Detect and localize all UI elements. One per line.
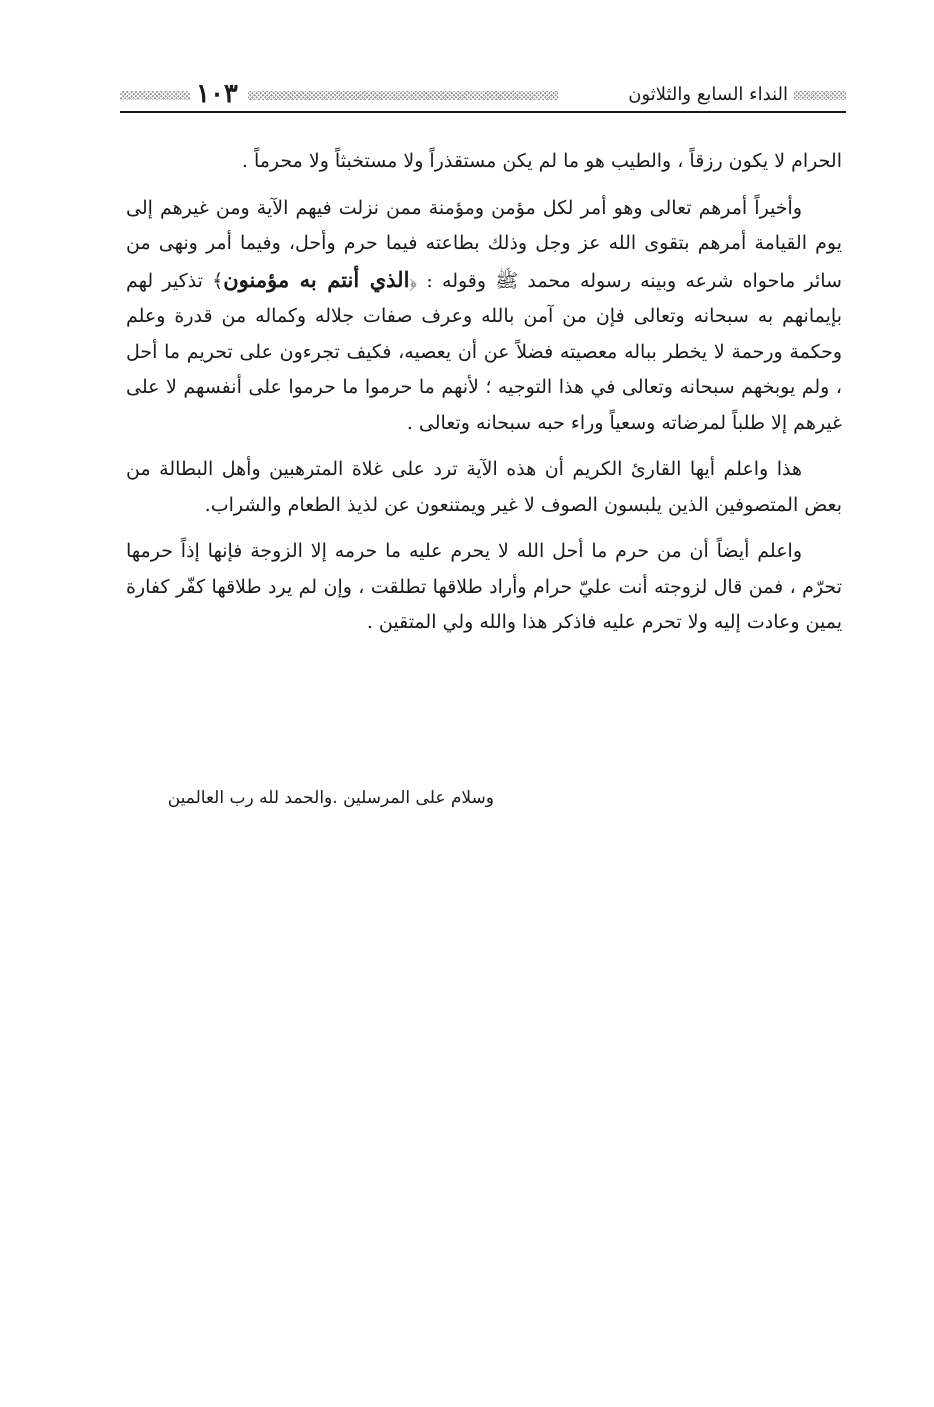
running-header: [120, 80, 846, 114]
paragraph-1: الحرام لا يكون رزقاً ، والطيب هو ما لم يكن مستقذراً ولا مستخبثاً ولا محرماً .: [241, 150, 842, 172]
quran-quote: الذي أنتم به مؤمنون: [223, 266, 410, 292]
chapter-title: النداء السابع والثلاثون: [628, 84, 788, 105]
body-text: [126, 144, 842, 652]
paragraph-2-end: ﴾ تذكير لهم بإيمانهم به سبحانه وتعالى فإن من آمن بالله وعرف صفات جلاله وكماله من قدرة وعلم وحكمة ورحمة لا يخطر بباله معصيته فضلاً عن أن يعصيه، فكيف تجرءون على تحريم ما أحل ، ولم يوبخهم سبحانه وتعالى في هذا التوجيه ؛ لأنهم ما حرموا ما حرموا على أنفسهم لا على غيرهم إلا طلباً لمرضاته وسعياً وراء حبه سبحانه وتعالى .: [126, 269, 842, 434]
paragraph-4: واعلم أيضاً أن من حرم ما أحل الله لا يحرم عليه ما حرمه إلا الزوجة فإنها إذاً حرمها تحرّم ، فمن قال لزوجته أنت عليّ حرام وأراد طلاقها تطلقت ، وإن لم يرد طلاقها كفّر كفارة يمين وعادت إليه ولا تحرم عليه فاذكر هذا والله ولي المتقين .: [126, 540, 842, 633]
header-ornament-right: [794, 91, 846, 100]
header-ornament-middle: [248, 91, 558, 100]
closing-line: وسلام على المرسلين .والحمد لله رب العالمين: [167, 788, 494, 808]
header-ornament-left: [120, 91, 190, 100]
header-rule: [120, 111, 846, 113]
page-number: ١٠٣: [196, 79, 238, 109]
paragraph-3: هذا واعلم أيها القارئ الكريم أن هذه الآية ترد على غلاة المترهبين وأهل البطالة من بعض المتصوفين الذين يلبسون الصوف لا غير ويمتنعون عن لذيذ الطعام والشراب.: [126, 458, 842, 516]
paragraph-2-start: وأخيراً أمرهم تعالى وهو أمر لكل مؤمن ومؤمنة ممن نزلت فيهم الآية ومن غيرهم إلى يوم القيامة أمرهم بتقوى الله عز وجل وذلك بطاعته فيما حرم وأحل، وفيما أمر ونهى من سائر ماحواه شرعه وبينه رسوله محمد ﷺ وقوله : ﴿: [126, 196, 842, 292]
paragraph-2: [126, 191, 842, 442]
